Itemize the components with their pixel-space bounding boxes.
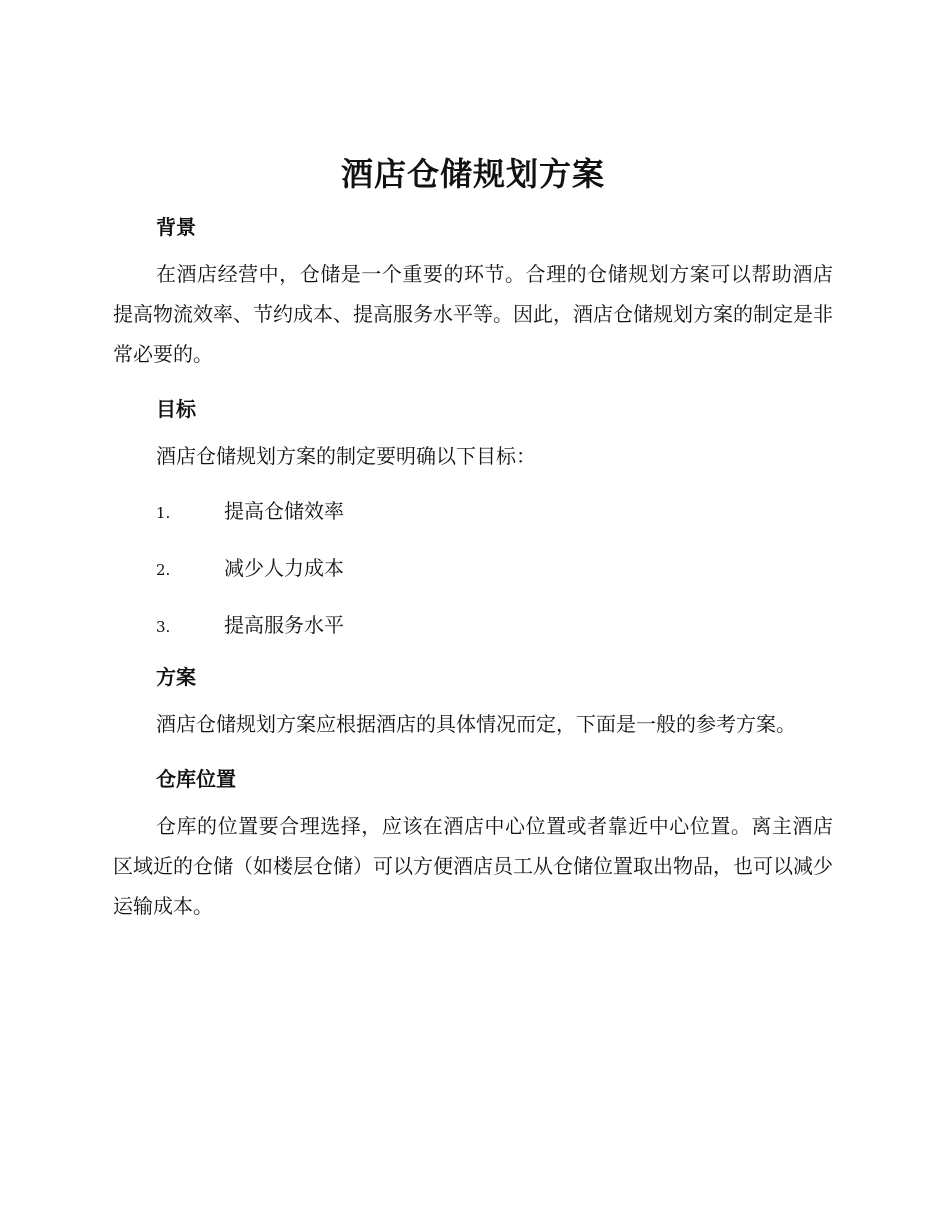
list-item-number: 3. bbox=[156, 618, 171, 636]
list-item-number: 2. bbox=[156, 561, 171, 579]
document-title: 酒店仓储规划方案 bbox=[340, 155, 605, 193]
list-item-text: 减少人力成本 bbox=[224, 556, 344, 580]
document-body bbox=[113, 150, 833, 926]
warehouse-location-paragraph: 仓库的位置要合理选择，应该在酒店中心位置或者靠近中心位置。离主酒店区域近的仓储（如楼层仓储）可以方便酒店员工从仓储位置取出物品，也可以减少运输成本。 bbox=[113, 814, 833, 918]
goals-intro-paragraph: 酒店仓储规划方案的制定要明确以下目标： bbox=[156, 444, 536, 468]
list-item-text: 提高仓储效率 bbox=[224, 499, 344, 523]
list-item bbox=[113, 605, 833, 647]
plan-paragraph: 酒店仓储规划方案应根据酒店的具体情况而定，下面是一般的参考方案。 bbox=[156, 712, 796, 736]
list-item bbox=[113, 548, 833, 590]
list-item bbox=[113, 491, 833, 533]
list-item-number: 1. bbox=[156, 504, 171, 522]
section-heading-goals: 目标 bbox=[156, 397, 196, 421]
goals-list bbox=[113, 491, 833, 647]
background-paragraph: 在酒店经营中，仓储是一个重要的环节。合理的仓储规划方案可以帮助酒店提高物流效率、节约成本、提高服务水平等。因此，酒店仓储规划方案的制定是非常必要的。 bbox=[113, 262, 833, 366]
list-item-text: 提高服务水平 bbox=[224, 613, 344, 637]
section-heading-plan: 方案 bbox=[156, 665, 196, 689]
section-heading-warehouse-location: 仓库位置 bbox=[156, 767, 236, 791]
section-heading-background: 背景 bbox=[156, 215, 196, 239]
